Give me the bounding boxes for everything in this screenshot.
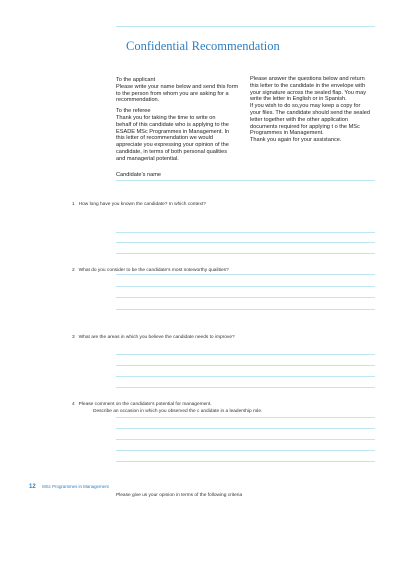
criteria-text: Please give us your opinion in terms of the following criteria [116,493,243,498]
page-title: Confidential Recommendation [126,39,280,53]
intro-right-line: documents required for applying t o the MSc [250,123,360,130]
question-4 [72,402,212,408]
answer-line[interactable] [116,242,375,243]
intro-right-line: If you wish to do so,you may keep a copy for [250,103,361,110]
answer-line[interactable] [116,232,375,233]
applicant-heading: To the applicant [116,77,156,83]
answer-line[interactable] [116,274,375,275]
answer-line[interactable] [116,387,375,388]
answer-line[interactable] [116,354,375,355]
top-rule [116,26,375,27]
page-footer [29,475,109,493]
question-text: How long have you known the candidate? In which context? [78,202,206,207]
footer-programme: MSc Programmes in Management [42,484,109,489]
answer-line[interactable] [116,439,375,440]
referee-line: Thank you for taking the time to write on [116,114,216,121]
intro-right-line: Thank you again for your assistance. [250,137,342,144]
answer-line[interactable] [116,309,375,310]
page-number: 12 [29,484,36,490]
answer-line[interactable] [116,461,375,462]
intro-right-line: Programmes in Management. [250,130,324,137]
candidate-name-field[interactable] [116,180,375,181]
answer-line[interactable] [116,253,375,254]
referee-line: behalf of this candidate who is applying to the [116,121,229,128]
candidate-name-label: Candidate’s name [116,172,161,178]
applicant-line: recommendation. [116,97,160,104]
question-1 [72,202,206,208]
question-text: Please comment on the candidate’s potential for management. [78,402,212,407]
intro-right-line: your files. The candidate should send the sealed [250,109,370,116]
answer-line[interactable] [116,297,375,298]
answer-line[interactable] [116,376,375,377]
question-number: 3 [72,335,75,340]
answer-line[interactable] [116,286,375,287]
answer-line[interactable] [116,428,375,429]
question-number: 4 [72,402,75,407]
referee-heading: To the referee [116,108,151,115]
intro-right-line: your signature across the sealed flap. You may [250,89,366,96]
question-number: 2 [72,268,75,273]
referee-line: this letter of recommendation we would [116,135,214,142]
question-text: What do you consider to be the candidate’s most noteworthy qualities? [78,268,229,273]
referee-line: ESADE MSc Programmes in Management. In [116,128,230,135]
intro-right-line: write the letter in English or in Spanish. [250,96,347,103]
applicant-line: to the person from whom you are asking for a [116,90,229,97]
question-3 [72,335,235,341]
intro-right-line: Please answer the questions below and return [250,76,365,82]
referee-line: appreciate you expressing your opinion of the [116,142,229,149]
referee-line: and managerial potential. [116,155,179,162]
answer-line[interactable] [116,365,375,366]
referee-line: candidate, in terms of both personal qualities [116,148,228,155]
intro-right-line: this letter to the candidate in the envelope with [250,82,366,89]
question-text: What are the areas in which you believe the candidate needs to improve? [78,335,235,340]
question-4-subtext: Describe an occasion in which you observed the c andidate in a leadership role. [93,409,263,414]
intro-right-line: letter together with the other application [250,116,348,123]
question-number: 1 [72,202,75,207]
answer-line[interactable] [116,450,375,451]
intro-left [116,77,244,163]
applicant-line: Please write your name below and send this form [116,83,239,90]
intro-right [250,76,378,144]
answer-line[interactable] [116,417,375,418]
